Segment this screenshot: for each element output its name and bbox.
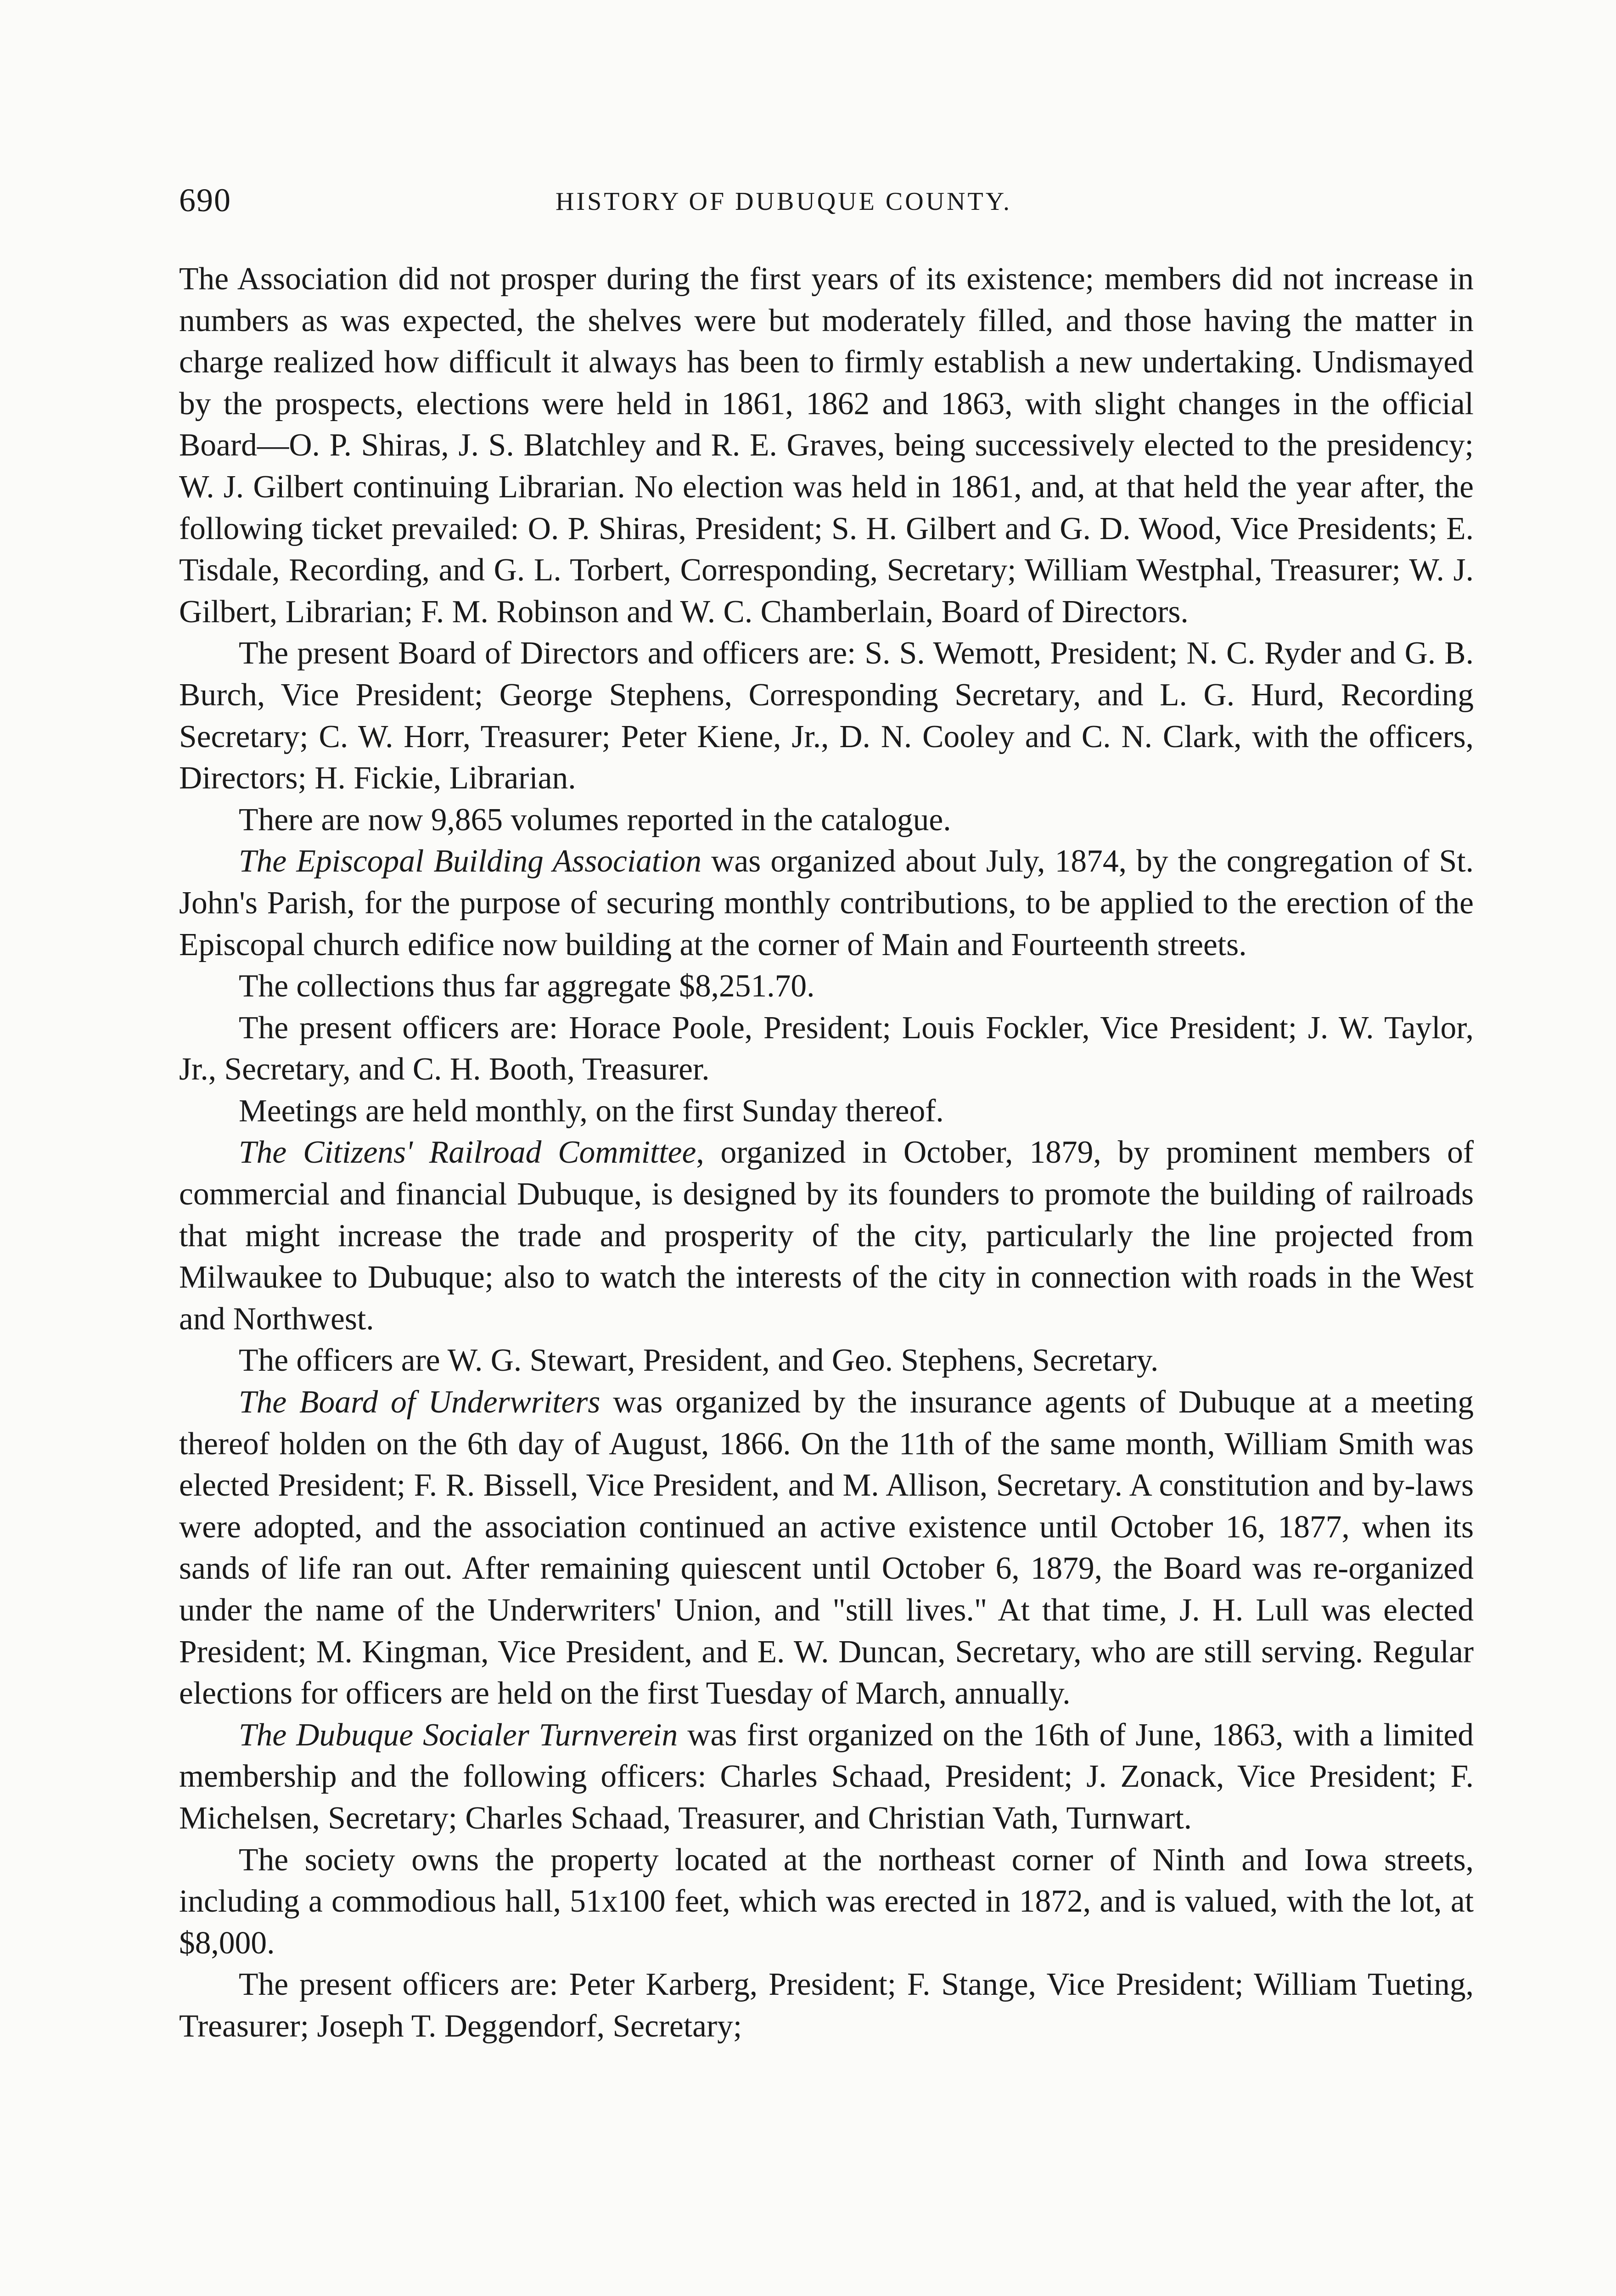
paragraph-episcopal-officers bbox=[179, 1007, 1474, 1091]
paragraph-association-history bbox=[179, 259, 1474, 633]
page-number: 690 bbox=[179, 182, 231, 219]
paragraph-text: Meetings are held monthly, on the first Sunday thereof. bbox=[239, 1093, 944, 1129]
paragraph-turnverein bbox=[179, 1715, 1474, 1840]
paragraph-railroad-committee bbox=[179, 1132, 1474, 1340]
book-page bbox=[179, 181, 1474, 2048]
paragraph-text: The present Board of Directors and officers are: S. S. Wemott, President; N. C. Ryder and G. B. Burch, Vice President; George Stephens, Corresponding Secretary, and L. G. Hurd, Recording Secretary; C. W. Horr, Treasurer; Peter Kiene, Jr., D. N. Cooley and C. N. Clark, with the officers, Directors; H. Fickie, Librarian. bbox=[179, 636, 1474, 796]
paragraph-text: The society owns the property located at the northeast corner of Ninth and Iowa streets, including a commodious hall, 51x100 feet, which was erected in 1872, and is valued, with the lot, at $8,000. bbox=[179, 1842, 1474, 1961]
running-title: HISTORY OF DUBUQUE COUNTY. bbox=[556, 187, 1012, 216]
paragraph-lead: The Episcopal Building Association bbox=[239, 844, 702, 879]
paragraph-text: , organized in October, 1879, by prominent members of commercial and financial Dubuque, is designed by its founders to promote the building of railroads that might increase the trade and prosperity of the city, particularly the line projected from Milwaukee to Dubuque; also to watch the interests of the city in connection with roads in the West and Northwest. bbox=[179, 1135, 1474, 1337]
paragraph-text: There are now 9,865 volumes reported in the catalogue. bbox=[239, 802, 951, 838]
paragraph-turnverein-officers bbox=[179, 1964, 1474, 2047]
paragraph-present-board bbox=[179, 633, 1474, 799]
paragraph-turnverein-property bbox=[179, 1840, 1474, 1964]
paragraph-text: was organized about July, 1874, by the congregation of St. John's Parish, for the purpose of securing monthly contributions, to be applied to the erection of the Episcopal church edifice now building at the corner of Main and Fourteenth streets. bbox=[179, 844, 1474, 962]
paragraph-lead: The Board of Underwriters bbox=[239, 1384, 600, 1420]
paragraph-episcopal-meetings bbox=[179, 1091, 1474, 1132]
paragraph-text: The Association did not prosper during the first years of its existence; members did not increase in numbers as was expected, the shelves were but moderately filled, and those having the matter in charge realized how difficult it always has been to firmly establish a new undertaking. Undismayed by the prospects, elections were held in 1861, 1862 and 1863, with slight changes in the official Board—O. P. Shiras, J. S. Blatchley and R. E. Graves, being successively elected to the presidency; W. J. Gilbert continuing Librarian. No election was held in 1861, and, at that held the year after, the following ticket prevailed: O. P. Shiras, President; S. H. Gilbert and G. D. Wood, Vice Presidents; E. Tisdale, Recording, and G. L. Torbert, Corresponding, Secretary; William Westphal, Treasurer; W. J. Gilbert, Librarian; F. M. Robinson and W. C. Chamberlain, Board of Directors. bbox=[179, 261, 1474, 630]
paragraph-text: was organized by the insurance agents of Dubuque at a meeting thereof holden on the 6th day of August, 1866. On the 11th of the same month, William Smith was elected President; F. R. Bissell, Vice President, and M. Allison, Secretary. A constitution and by-laws were adopted, and the association continued an active existence until October 16, 1877, when its sands of life ran out. After remaining quiescent until October 6, 1879, the Board was re-organized under the name of the Underwriters' Union, and "still lives." At that time, J. H. Lull was elected President; M. Kingman, Vice President, and E. W. Duncan, Secretary, who are still serving. Regular elections for officers are held on the first Tuesday of March, annually. bbox=[179, 1384, 1474, 1711]
paragraph-volumes bbox=[179, 799, 1474, 841]
paragraph-text: The officers are W. G. Stewart, President, and Geo. Stephens, Secretary. bbox=[239, 1343, 1159, 1379]
paragraph-text: was first organized on the 16th of June, 1863, with a limited membership and the following officers: Charles Schaad, President; J. Zonack, Vice President; F. Michelsen, Secretary; Charles Schaad, Treasurer, and Christian Vath, Turnwart. bbox=[179, 1717, 1474, 1836]
paragraph-lead: The Dubuque Socialer Turnverein bbox=[239, 1717, 678, 1753]
paragraph-board-of-underwriters bbox=[179, 1382, 1474, 1715]
running-head bbox=[179, 181, 1474, 232]
paragraph-episcopal-collections bbox=[179, 966, 1474, 1007]
paragraph-text: The present officers are: Horace Poole, President; Louis Fockler, Vice President; J. W. Taylor, Jr., Secretary, and C. H. Booth, Treasurer. bbox=[179, 1010, 1474, 1087]
paragraph-lead: The Citizens' Railroad Committee bbox=[239, 1135, 696, 1171]
paragraph-episcopal-association bbox=[179, 841, 1474, 966]
body-text bbox=[179, 259, 1474, 2048]
paragraph-text: The collections thus far aggregate $8,251.70. bbox=[239, 968, 815, 1004]
paragraph-railroad-officers bbox=[179, 1340, 1474, 1382]
paragraph-text: The present officers are: Peter Karberg, President; F. Stange, Vice President; William Tueting, Treasurer; Joseph T. Deggendorf, Secretary; bbox=[179, 1967, 1474, 2044]
